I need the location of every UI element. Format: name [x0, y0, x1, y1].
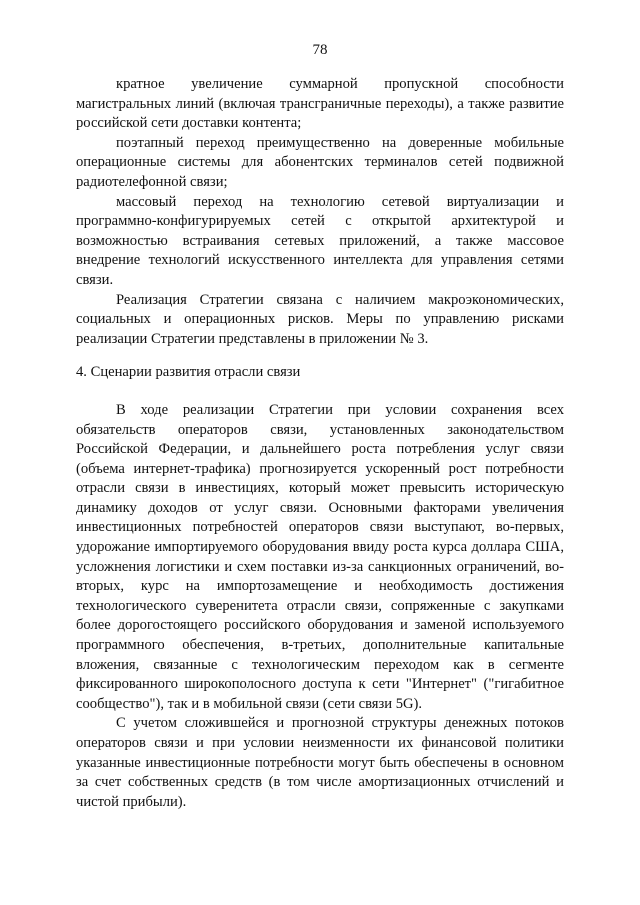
section-heading: 4. Сценарии развития отрасли связи [76, 364, 301, 381]
paragraph: поэтапный переход преимущественно на доверенные мобильные операционные системы для абонентских терминалов сетей подвижной радиотелефонной связи; [76, 134, 564, 190]
document-body [76, 75, 564, 812]
paragraph: С учетом сложившейся и прогнозной структуры денежных потоков операторов связи и при условии неизменности их финансовой политики указанные инвестиционные потребности могут быть обеспечены в основном за счет собственных средств (в том числе амортизационных отчислений и чистой прибыли). [76, 715, 564, 810]
paragraph: Реализация Стратегии связана с наличием макроэкономических, социальных и операционных рисков. Меры по управлению рисками реализации Стратегии представлены в приложении № 3. [76, 291, 564, 347]
paragraph: массовый переход на технологию сетевой виртуализации и программно-конфигурируемых сетей с открытой архитектурой и возможностью встраивания сетевых приложений, а также массовое внедрение технологий искусственного интеллекта для управления сетями связи. [76, 193, 564, 288]
page-number: 78 [312, 42, 328, 58]
paragraph: В ходе реализации Стратегии при условии сохранения всех обязательств операторов связи, установленных законодательством Российской Федерации, и дальнейшего роста потребления услуг связи (объема интернет-трафика) прогнозируется ускоренный рост потребности отрасли связи в инвестициях, который может превысить историческую динамику доходов от услуг связи. Основными факторами увеличения инвестиционных потребностей операторов связи выступают, во-первых, удорожание импортируемого оборудования ввиду роста курса доллара США, усложнения логистики и схем поставки из-за санкционных ограничений, во-вторых, курс на импортозамещение и необходимость достижения технологического суверенитета отрасли связи, сопряженные с закупками более дорогостоящего российского оборудования и заменой используемого программного обеспечения, в-третьих, дополнительные капитальные вложения, связанные с технологическим переходом как в сегменте фиксированного широкополосного доступа к сети "Интернет" ("гигабитное сообщество"), так и в мобильной связи (сети связи 5G). [76, 401, 564, 712]
paragraph: кратное увеличение суммарной пропускной способности магистральных линий (включая трансграничные переходы), а также развитие российской сети доставки контента; [76, 76, 564, 132]
